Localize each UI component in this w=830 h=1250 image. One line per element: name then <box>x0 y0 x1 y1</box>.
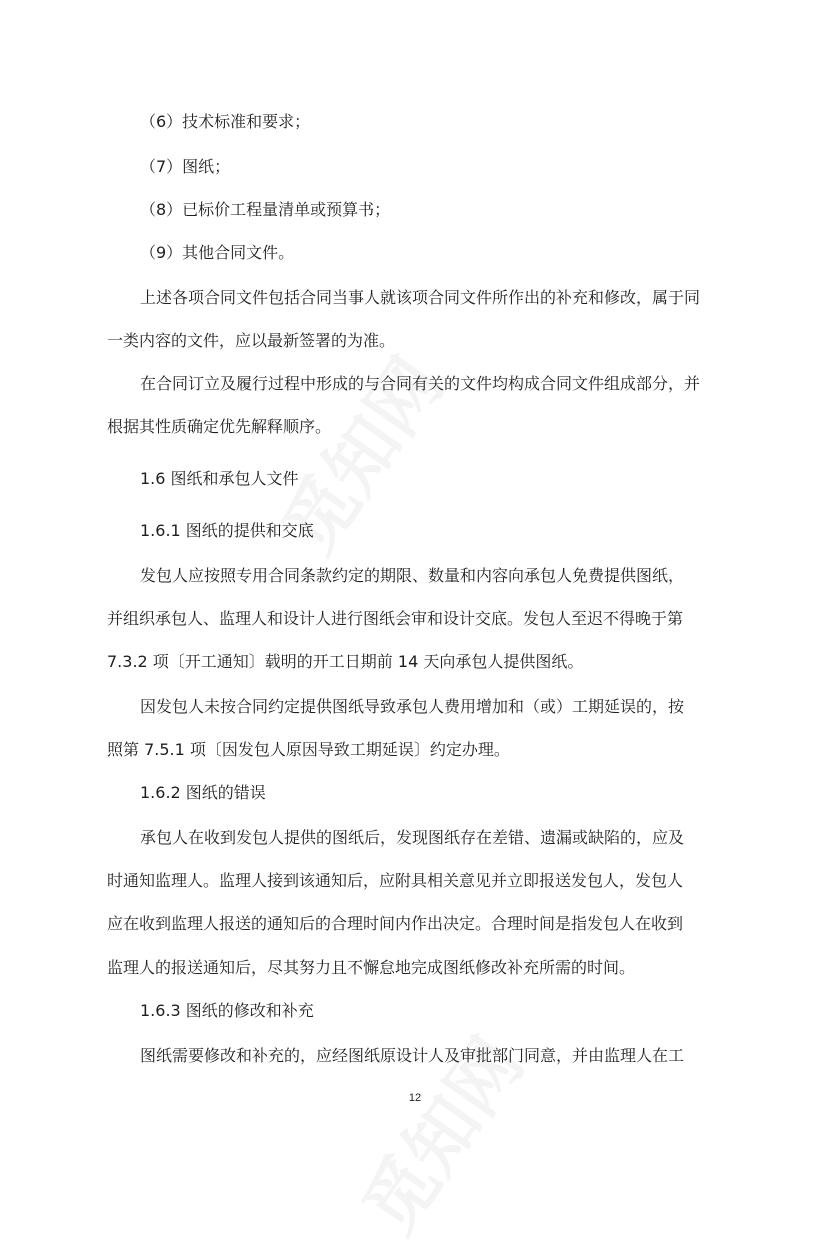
paragraph-line: 在合同订立及履行过程中形成的与合同有关的文件均构成合同文件组成部分，并 <box>140 374 701 393</box>
paragraph-line: 因发包人未按合同约定提供图纸导致承包人费用增加和（或）工期延误的，按 <box>140 697 685 716</box>
paragraph-line: 时通知监理人。监理人接到该通知后，应附具相关意见并立即报送发包人，发包人 <box>107 871 684 890</box>
paragraph-line: 上述各项合同文件包括合同当事人就该项合同文件所作出的补充和修改，属于同 <box>140 288 701 307</box>
subsection-heading: 1.6.2 图纸的错误 <box>140 783 266 802</box>
paragraph-line: 发包人应按照专用合同条款约定的期限、数量和内容向承包人免费提供图纸， <box>140 566 685 585</box>
list-item: （7）图纸； <box>140 157 231 176</box>
list-item: （6）技术标准和要求； <box>140 112 311 131</box>
subsection-heading: 1.6.3 图纸的修改和补充 <box>140 1001 314 1020</box>
paragraph-line: 图纸需要修改和补充的，应经图纸原设计人及审批部门同意，并由监理人在工 <box>140 1046 685 1065</box>
paragraph-line: 并组织承包人、监理人和设计人进行图纸会审和设计交底。发包人至迟不得晚于第 <box>107 609 684 628</box>
page-number: 12 <box>408 1092 422 1104</box>
paragraph-line: 照第 7.5.1 项〔因发包人原因导致工期延误〕约定办理。 <box>107 740 510 759</box>
paragraph-line: 承包人在收到发包人提供的图纸后，发现图纸存在差错、遗漏或缺陷的，应及 <box>140 828 685 847</box>
list-item: （8）已标价工程量清单或预算书； <box>140 200 391 219</box>
paragraph-line: 7.3.2 项〔开工通知〕载明的开工日期前 14 天向承包人提供图纸。 <box>107 652 584 671</box>
section-heading: 1.6 图纸和承包人文件 <box>140 469 299 488</box>
paragraph-line: 应在收到监理人报送的通知后的合理时间内作出决定。合理时间是指发包人在收到 <box>107 914 684 933</box>
paragraph-line: 根据其性质确定优先解释顺序。 <box>107 417 332 436</box>
paragraph-line: 一类内容的文件，应以最新签署的为准。 <box>107 331 396 350</box>
subsection-heading: 1.6.1 图纸的提供和交底 <box>140 521 314 540</box>
list-item: （9）其他合同文件。 <box>140 243 295 262</box>
paragraph-line: 监理人的报送通知后，尽其努力且不懈怠地完成图纸修改补充所需的时间。 <box>107 958 636 977</box>
